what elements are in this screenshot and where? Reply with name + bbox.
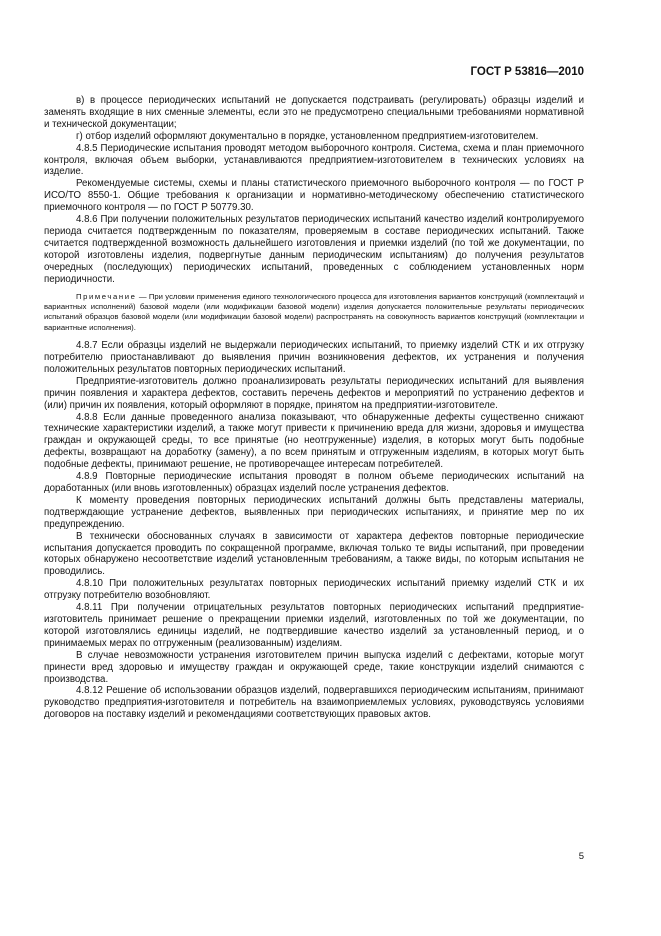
paragraph: 4.8.7 Если образцы изделий не выдержали периодических испытаний, то приемку изделий СТК и их отгрузку потребителю приостанавливают до выявления причин возникновения дефектов, их устранения и получения положительных результатов повторных периодических испытаний.	[44, 340, 584, 375]
paragraph: 4.8.5 Периодические испытания проводят методом выборочного контроля. Система, схема и план приемочного контроля, включая объем выборки, устанавливаются предприятием-изготовителем в технических условиях на изделие.	[44, 142, 584, 178]
paragraph: г) отбор изделий оформляют документально в порядке, установленном предприятием-изготовителем.	[76, 130, 539, 142]
paragraph: 4.8.10 При положительных результатах повторных периодических испытаний приемку изделий СТК и их отгрузку потребителю возобновляют.	[44, 578, 584, 602]
page-number: 5	[578, 851, 584, 862]
paragraph: В случае невозможности устранения изготовителем причин выпуска изделий с дефектами, которые могут принести вред здоровью и имуществу граждан и окружающей среде, такие конструкции изделий снимаются с производства.	[44, 649, 584, 685]
paragraph: 4.8.9 Повторные периодические испытания проводят в полном объеме периодических испытаний на доработанных (или вновь изготовленных) образцах изделий после устранения дефектов.	[44, 471, 584, 494]
paragraph: 4.8.8 Если данные проведенного анализа показывают, что обнаруженные дефекты существенно снижают технические характеристики изделий, а также могут привести к причинению вреда для жизни, здоровья и имущества граждан и окружающей среды, то все принятые (но неотгруженные) изделия, в которых могут быть подобные дефекты, возвращают на доработку (замену), а по всем принятым и отгруженным изделиям, в которых могут быть подобные дефекты, принимают решение, не противоречащее интересам потребителей.	[44, 411, 584, 471]
paragraph: Рекомендуемые системы, схемы и планы статистического приемочного выборочного контроля — по ГОСТ Р ИСО/ТО 8550-1. Общие требования к организации и нормативно-методическому обеспечению статистического приемочного контроля — по ГОСТ Р 50779.30.	[44, 178, 584, 214]
note-text: — При условии применения единого технологического процесса для изготовления вариантов конструкций (комплектаций и вариантных исполнений) базовой модели (или модификации базовой модели) изделия допускается положительные результаты периодических испытаний образцов базовой модели (или модификации базовой модели) распространять на совокупность вариантов конструкций (комплектации и вариантные исполнения).	[44, 291, 584, 332]
paragraph: в) в процессе периодических испытаний не допускается подстраивать (регулировать) образцы изделий и заменять входящие в них сменные элементы, если это не предусмотрено специальными требованиями нормативной и технической документации;	[44, 95, 584, 130]
paragraph: 4.8.6 При получении положительных результатов периодических испытаний качество изделий контролируемого периода считается подтвержденным по показателям, проверяемым в составе периодических испытаний. Также считается подтвержденной возможность дальнейшего изготовления и приемки изделий (по той же документации, по которой изготовлены изделия, подвергнутые данным периодическим испытаниям) до получения результатов очередных (последующих) периодических испытаний, проведенных с соблюдением установленных норм периодичности.	[44, 214, 584, 285]
paragraph: Предприятие-изготовитель должно проанализировать результаты периодических испытаний для выявления причин появления и характера дефектов, составить перечень дефектов и мероприятий по устранению дефектов и (или) причин их появления, который оформляют в порядке, принятом на предприятии-изготовителе.	[44, 375, 584, 411]
paragraph: 4.8.12 Решение об использовании образцов изделий, подвергавшихся периодическим испытаниям, принимают руководство предприятия-изготовителя и потребитель на взаимоприемлемых условиях, руководствуясь условиями договоров на поставку изделий и рекомендациями соответствующих правовых актов.	[44, 685, 584, 721]
document-body	[44, 95, 584, 721]
paragraph: К моменту проведения повторных периодических испытаний должны быть представлены материалы, подтверждающие устранение дефектов, выявленных при периодических испытаниях, и принятие мер по их предупреждению.	[44, 494, 584, 530]
document-header: ГОСТ Р 53816—2010	[470, 66, 584, 78]
note	[44, 292, 584, 334]
paragraph: В технически обоснованных случаях в зависимости от характера дефектов повторные периодические испытания допускается проводить по сокращенной программе, включая только те виды испытаний, при проведении которых обнаружено несоответствие изделий установленным требованиям, а также виды, по которым испытания не проводились.	[44, 530, 584, 578]
note-label: Примечание	[76, 291, 137, 301]
paragraph: 4.8.11 При получении отрицательных результатов повторных периодических испытаний предприятие-изготовитель принимает решение о прекращении приемки изделий, изготовленных по той же документации, по которой изготовлялись единицы изделий, не подтвердившие качество изделий за установленный период, и о принимаемых мерах по отгруженным (реализованным) изделиям.	[44, 602, 584, 649]
